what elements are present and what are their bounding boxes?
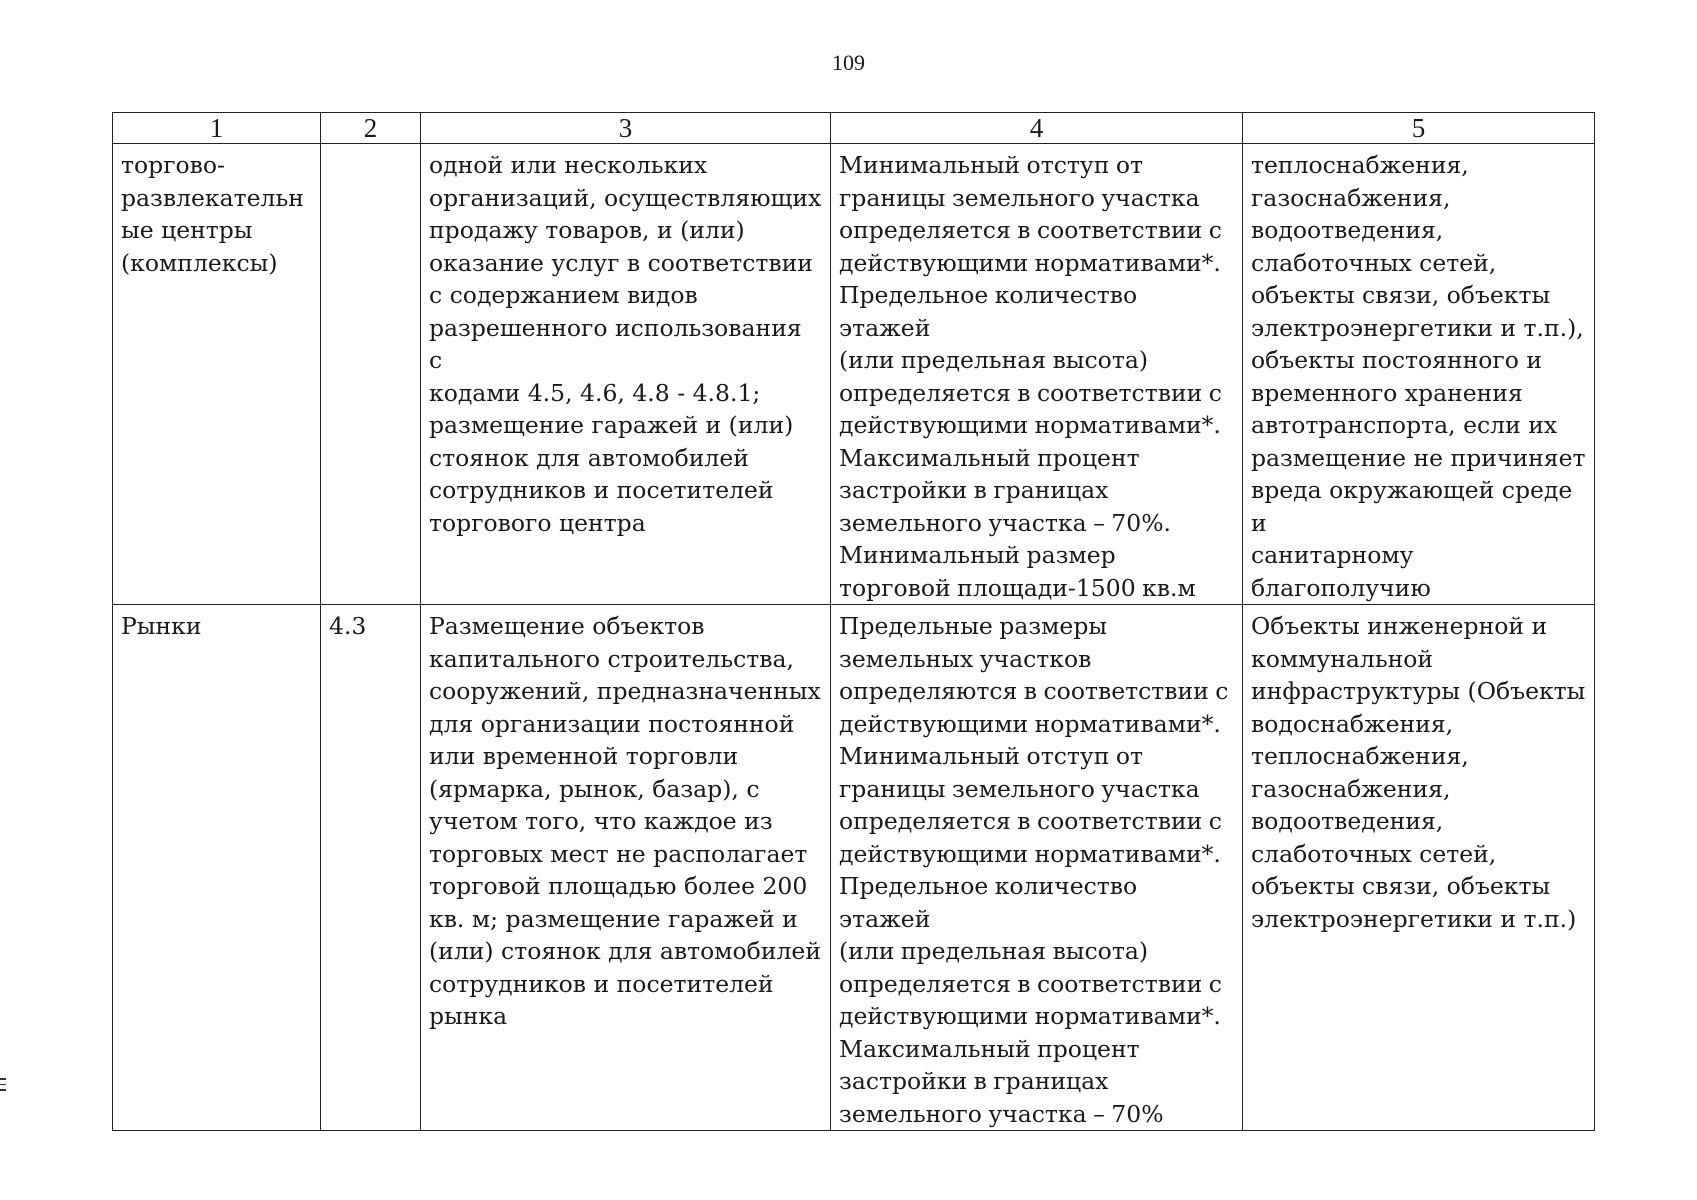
use-description: Размещение объектов капитального строительства, сооружений, предназначенных для организации постоянной или временной торговли (ярмарка, рынок, базар), с учетом того, что каждое из торговых мест не располагает торговой площадью более 200 кв. м; размещение гаражей и (или) стоянок для автомобилей сотрудников и посетителей рынка	[429, 612, 821, 1030]
column-header-1: 1	[113, 113, 321, 144]
use-description-cell	[421, 605, 831, 1131]
use-code-cell	[321, 144, 421, 605]
column-header-2: 2	[321, 113, 421, 144]
table-header-row	[113, 113, 1595, 144]
zoning-table	[112, 112, 1595, 1131]
use-name: Рынки	[121, 612, 202, 640]
use-parameters-cell	[831, 144, 1243, 605]
auxiliary-uses-cell	[1243, 144, 1595, 605]
use-name: торгово- развлекательн ые центры (комплексы)	[121, 151, 304, 277]
table-row	[113, 605, 1595, 1131]
column-header-3: 3	[421, 113, 831, 144]
column-header-5: 5	[1243, 113, 1595, 144]
use-description: одной или нескольких организаций, осуществляющих продажу товаров, и (или) оказание услуг в соответствии с содержанием видов разрешенного использования с кодами 4.5, 4.6, 4.8 - 4.8.1; размещение гаражей и (или) стоянок для автомобилей сотрудников и посетителей торгового центра	[429, 151, 822, 537]
table-row	[113, 144, 1595, 605]
page-number: 109	[832, 50, 865, 75]
use-code-cell	[321, 605, 421, 1131]
column-header-4: 4	[831, 113, 1243, 144]
use-parameters: Минимальный отступ от границы земельного участка определяется в соответствии с действующими нормативами*. Предельное количество этажей (или предельная высота) определяется в соответствии с действующими нормативами*. Максимальный процент застройки в границах земельного участка – 70%. Минимальный размер торговой площади-1500 кв.м	[839, 151, 1222, 602]
use-parameters-cell	[831, 605, 1243, 1131]
use-code: 4.3	[329, 612, 367, 640]
auxiliary-uses: Объекты инженерной и коммунальной инфраструктуры (Объекты водоснабжения, теплоснабжения, газоснабжения, водоотведения, слаботочных сетей, объекты связи, объекты электроэнергетики и т.п.)	[1251, 612, 1586, 933]
auxiliary-uses-cell	[1243, 605, 1595, 1131]
use-name-cell	[113, 605, 321, 1131]
use-description-cell	[421, 144, 831, 605]
auxiliary-uses: теплоснабжения, газоснабжения, водоотведения, слаботочных сетей, объекты связи, объекты электроэнергетики и т.п.), объекты постоянного и временного хранения автотранспорта, если их размещение не причиняет вреда окружающей среде и санитарному благополучию	[1251, 151, 1586, 602]
scan-margin-mark	[0, 1078, 6, 1096]
use-name-cell	[113, 144, 321, 605]
use-parameters: Предельные размеры земельных участков определяются в соответствии с действующими нормативами*. Минимальный отступ от границы земельного участка определяется в соответствии с действующими нормативами*. Предельное количество этажей (или предельная высота) определяется в соответствии с действующими нормативами*. Максимальный процент застройки в границах земельного участка – 70%	[839, 612, 1229, 1128]
